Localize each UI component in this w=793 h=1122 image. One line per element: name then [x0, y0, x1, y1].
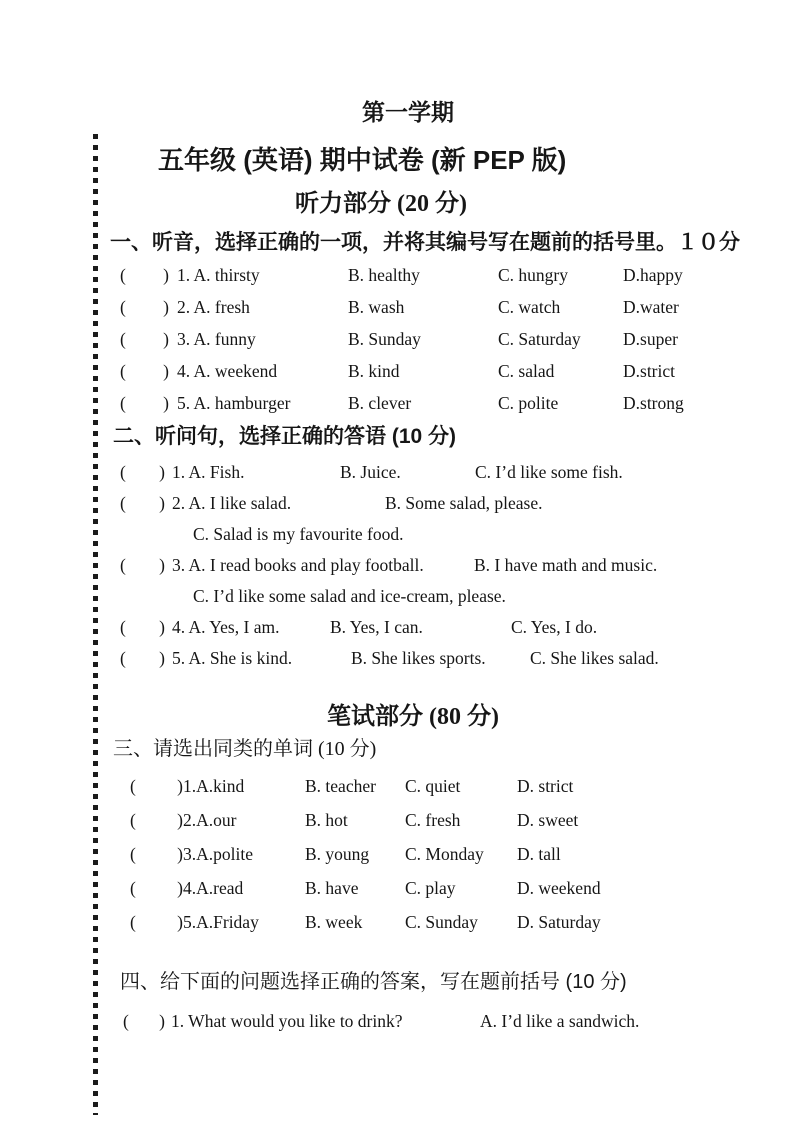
term-title: 第一学期 — [362, 99, 454, 125]
answer-blank[interactable] — [123, 1005, 165, 1037]
option-a: 2.A.our — [183, 810, 237, 830]
option-a: 3.A.polite — [183, 844, 253, 864]
option-c: C. play — [405, 878, 456, 898]
option-a: 1.A.kind — [183, 776, 245, 796]
option-c: C. Monday — [405, 844, 484, 864]
option-b: B. hot — [305, 810, 348, 830]
section1-questions — [95, 259, 793, 419]
option-d: D.strong — [623, 393, 684, 413]
option-c: C. polite — [498, 393, 559, 413]
answer-blank[interactable] — [130, 837, 183, 871]
section3-questions — [95, 769, 793, 939]
paren-open: ( — [120, 329, 126, 349]
option-b: B. Yes, I can. — [330, 617, 423, 637]
paren-close: ) — [163, 329, 169, 349]
option-c: C. salad — [498, 361, 555, 381]
option-c: C. fresh — [405, 810, 461, 830]
listening-part-title: 听力部分 (20 分) — [295, 191, 467, 217]
option-a: A. I’d like a sandwich. — [480, 1011, 640, 1031]
option-b: B. week — [305, 912, 363, 932]
section4-heading: 四、给下面的问题选择正确的答案，写在题前括号 (10 分) — [120, 971, 627, 993]
option-c: C. Saturday — [498, 329, 581, 349]
option-b: B. healthy — [348, 265, 420, 285]
option-b: B. I have math and music. — [474, 555, 658, 575]
option-b: B. have — [305, 878, 359, 898]
paren-close: ) — [159, 555, 165, 575]
option-b: B. young — [305, 844, 370, 864]
paren-open: ( — [130, 844, 136, 864]
option-b: B. Some salad, please. — [385, 493, 543, 513]
answer-blank[interactable] — [120, 612, 165, 643]
answer-blank[interactable] — [130, 871, 183, 905]
paren-open: ( — [130, 912, 136, 932]
option-b: B. She likes sports. — [351, 648, 486, 668]
option-c: C. watch — [498, 297, 561, 317]
answer-blank[interactable] — [120, 355, 169, 387]
option-a: 2. A. I like salad. — [172, 493, 292, 513]
paren-open: ( — [120, 297, 126, 317]
section2-questions — [95, 457, 793, 674]
option-a: 3. A. I read books and play football. — [172, 555, 424, 575]
answer-blank[interactable] — [120, 259, 169, 291]
section4-questions — [95, 1005, 793, 1037]
option-d: D. tall — [517, 844, 561, 864]
paren-close: ) — [163, 361, 169, 381]
section1-heading: 一、听音，选择正确的一项，并将其编号写在题前的括号里。１０分 — [110, 231, 740, 254]
option-c: C. hungry — [498, 265, 568, 285]
option-a: 5. A. hamburger — [177, 393, 291, 413]
question-text: 1. What would you like to drink? — [171, 1011, 403, 1031]
question-row-continuation — [95, 581, 793, 612]
paren-open: ( — [120, 361, 126, 381]
answer-blank[interactable] — [120, 643, 165, 674]
option-d: D. weekend — [517, 878, 601, 898]
option-b: B. Sunday — [348, 329, 421, 349]
question-row — [95, 355, 793, 387]
option-a: 4. A. Yes, I am. — [172, 617, 280, 637]
question-row — [95, 457, 793, 488]
option-d: D.water — [623, 297, 679, 317]
paren-close: ) — [159, 493, 165, 513]
question-row — [95, 323, 793, 355]
paren-close: ) — [163, 393, 169, 413]
written-part-title: 笔试部分 (80 分) — [327, 704, 499, 730]
paren-close: ) — [159, 617, 165, 637]
option-a: 4. A. weekend — [177, 361, 278, 381]
answer-blank[interactable] — [120, 550, 165, 581]
answer-blank[interactable] — [120, 291, 169, 323]
option-c: C. Salad is my favourite food. — [193, 524, 404, 544]
option-d: D. strict — [517, 776, 574, 796]
paren-close: ) — [159, 1011, 165, 1031]
answer-blank[interactable] — [120, 488, 165, 519]
answer-blank[interactable] — [130, 769, 183, 803]
paren-open: ( — [120, 393, 126, 413]
paren-close: ) — [177, 912, 183, 932]
option-b: B. kind — [348, 361, 400, 381]
paper-content — [95, 0, 793, 1037]
exam-title: 五年级 (英语) 期中试卷 (新 PEP 版) — [158, 145, 567, 175]
paren-open: ( — [120, 493, 126, 513]
paren-close: ) — [177, 878, 183, 898]
paren-open: ( — [120, 617, 126, 637]
option-c: C. Yes, I do. — [511, 617, 598, 637]
answer-blank[interactable] — [120, 323, 169, 355]
option-d: D.happy — [623, 265, 683, 285]
answer-blank[interactable] — [130, 803, 183, 837]
option-c: C. Sunday — [405, 912, 478, 932]
option-d: D. Saturday — [517, 912, 601, 932]
question-row — [95, 837, 793, 871]
paren-open: ( — [120, 265, 126, 285]
paren-open: ( — [123, 1011, 129, 1031]
option-b: B. teacher — [305, 776, 376, 796]
paren-open: ( — [130, 810, 136, 830]
question-row — [95, 259, 793, 291]
question-row — [95, 905, 793, 939]
paren-open: ( — [120, 462, 126, 482]
question-row — [95, 550, 793, 581]
question-row — [95, 387, 793, 419]
option-a: 3. A. funny — [177, 329, 256, 349]
paren-close: ) — [159, 648, 165, 668]
paren-open: ( — [120, 555, 126, 575]
option-a: 1. A. thirsty — [177, 265, 260, 285]
option-a: 1. A. Fish. — [172, 462, 245, 482]
option-d: D. sweet — [517, 810, 579, 830]
paren-close: ) — [159, 462, 165, 482]
answer-blank[interactable] — [130, 905, 183, 939]
paren-open: ( — [130, 878, 136, 898]
question-row — [95, 612, 793, 643]
option-a: 2. A. fresh — [177, 297, 250, 317]
option-d: D.super — [623, 329, 678, 349]
question-row — [95, 769, 793, 803]
paren-close: ) — [163, 297, 169, 317]
option-b: B. wash — [348, 297, 405, 317]
question-row — [95, 1005, 793, 1037]
question-row — [95, 871, 793, 905]
option-a: 5.A.Friday — [183, 912, 259, 932]
question-row — [95, 803, 793, 837]
question-row-continuation — [95, 519, 793, 550]
option-b: B. clever — [348, 393, 412, 413]
section3-heading: 三、请选出同类的单词 (10 分) — [113, 738, 377, 760]
answer-blank[interactable] — [120, 457, 165, 488]
option-c: C. quiet — [405, 776, 461, 796]
option-c: C. I’d like some fish. — [475, 462, 623, 482]
option-a: 5. A. She is kind. — [172, 648, 293, 668]
question-row — [95, 488, 793, 519]
section2-heading: 二、听问句，选择正确的答语 (10 分) — [113, 425, 457, 448]
option-c: C. She likes salad. — [530, 648, 659, 668]
option-c: C. I’d like some salad and ice-cream, please. — [193, 586, 506, 606]
option-b: B. Juice. — [340, 462, 401, 482]
paren-close: ) — [163, 265, 169, 285]
paren-open: ( — [120, 648, 126, 668]
option-a: 4.A.read — [183, 878, 244, 898]
answer-blank[interactable] — [120, 387, 169, 419]
paren-open: ( — [130, 776, 136, 796]
paren-close: ) — [177, 810, 183, 830]
option-d: D.strict — [623, 361, 676, 381]
paren-close: ) — [177, 776, 183, 796]
question-row — [95, 643, 793, 674]
paren-close: ) — [177, 844, 183, 864]
question-row — [95, 291, 793, 323]
